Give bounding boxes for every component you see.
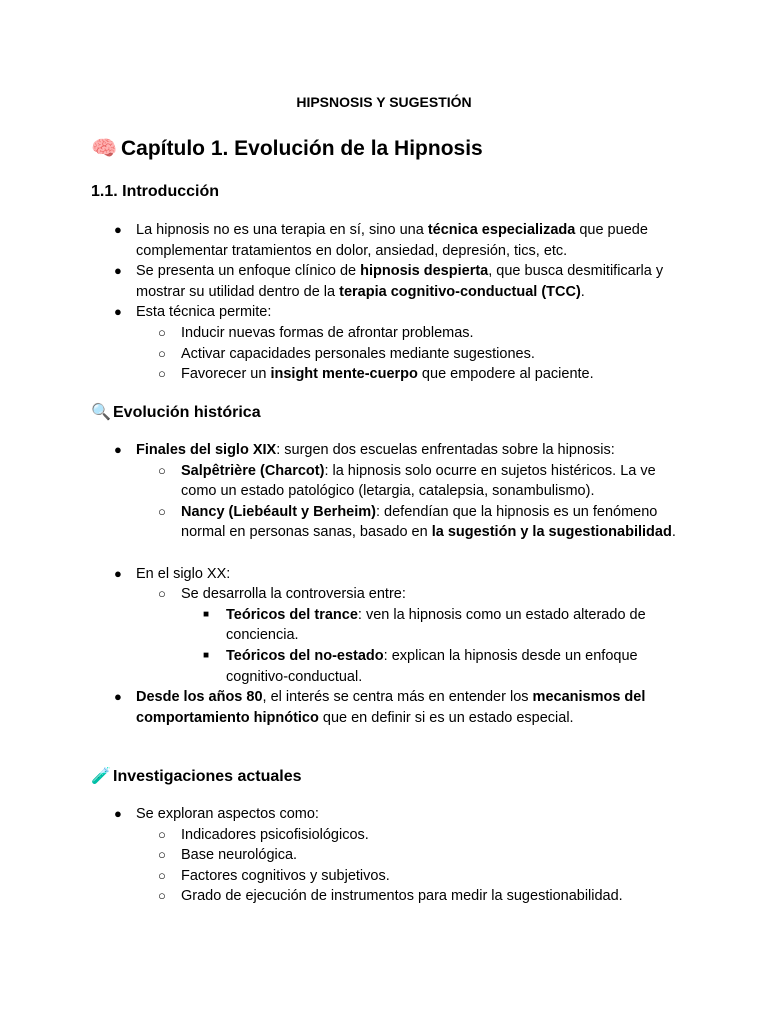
chapter-title: Capítulo 1. Evolución de la Hipnosis [121, 137, 483, 160]
list-item: ● Esta técnica permite: [0, 302, 676, 323]
circle-bullet-icon: ○ [158, 366, 166, 382]
circle-bullet-icon: ○ [158, 867, 166, 883]
bullet-icon: ● [114, 806, 122, 821]
bullet-icon: ● [114, 442, 122, 457]
circle-bullet-icon: ○ [158, 462, 166, 478]
history-heading: 🔍 Evolución histórica [91, 404, 261, 421]
square-bullet-icon: ■ [203, 649, 210, 661]
intro-heading: 1.1. Introducción [91, 183, 220, 200]
bullet-icon: ● [114, 222, 122, 237]
history-list [0, 440, 768, 728]
list-item: ○ Grado de ejecución de instrumentos para medir la sugestionabilidad. [0, 886, 676, 907]
list-item: ○ Nancy (Liebéault y Berheim): defendían que la hipnosis es un fenómeno normal en personas sanas, basado en la sugestión y la sugestionabilidad. [158, 503, 676, 541]
list-item: ● La hipnosis no es una terapia en sí, sino una técnica especializada que puede complementar tratamientos en dolor, ansiedad, depresión, tics, etc. [114, 222, 648, 259]
circle-bullet-icon: ○ [158, 345, 166, 361]
circle-bullet-icon: ○ [158, 324, 166, 340]
list-item: ■ Teóricos del trance: ven la hipnosis como un estado alterado de conciencia. [203, 606, 646, 644]
circle-bullet-icon: ○ [158, 586, 166, 602]
list-item: ● Se exploran aspectos como: [0, 804, 676, 825]
circle-bullet-icon: ○ [158, 888, 166, 904]
brain-icon: 🧠 [91, 137, 118, 160]
bullet-icon: ● [114, 689, 122, 705]
list-item: ● Finales del siglo XIX: surgen dos escuelas enfrentadas sobre la hipnosis: [0, 440, 676, 461]
circle-bullet-icon: ○ [158, 826, 166, 842]
magnifier-icon: 🔍 [91, 404, 111, 421]
research-heading: 🧪 Investigaciones actuales [91, 768, 302, 785]
chapter-heading [91, 137, 483, 161]
list-item: ● Desde los años 80, el interés se centra más en entender los mecanismos del comportamiento hipnótico que en definir si es un estado especial. [114, 689, 646, 726]
list-item: ○ Favorecer un insight mente-cuerpo que empodere al paciente. [0, 364, 676, 385]
list-item: ○ Inducir nuevas formas de afrontar problemas. [0, 323, 676, 344]
document-title: HIPSNOSIS Y SUGESTIÓN [296, 94, 472, 110]
list-item: ○ Base neurológica. [0, 845, 676, 866]
circle-bullet-icon: ○ [158, 503, 166, 519]
list-item: ○ Factores cognitivos y subjetivos. [0, 866, 676, 887]
list-item: ○ Activar capacidades personales mediante sugestiones. [0, 344, 676, 365]
intro-list [0, 220, 768, 385]
list-item: ○ Se desarrolla la controversia entre: [0, 584, 676, 605]
bullet-icon: ● [114, 565, 122, 581]
list-item: ● En el siglo XX: [0, 564, 676, 585]
bullet-icon: ● [114, 263, 122, 279]
research-list [0, 804, 768, 907]
test-tube-icon: 🧪 [91, 768, 111, 785]
circle-bullet-icon: ○ [158, 847, 166, 863]
list-item: ○ Indicadores psicofisiológicos. [0, 825, 676, 846]
list-item: ■ Teóricos del no-estado: explican la hipnosis desde un enfoque cognitivo-conductual. [203, 647, 638, 685]
square-bullet-icon: ■ [203, 608, 210, 620]
list-item: ○ Salpêtrière (Charcot): la hipnosis solo ocurre en sujetos histéricos. La ve como un estado patológico (letargia, catalepsia, sonambulismo). [158, 462, 656, 500]
spacer [0, 543, 768, 564]
list-item: ● Se presenta un enfoque clínico de hipnosis despierta, que busca desmitificarla y mostrar su utilidad dentro de la terapia cognitivo-conductual (TCC). [114, 263, 664, 300]
bullet-icon: ● [114, 304, 122, 320]
